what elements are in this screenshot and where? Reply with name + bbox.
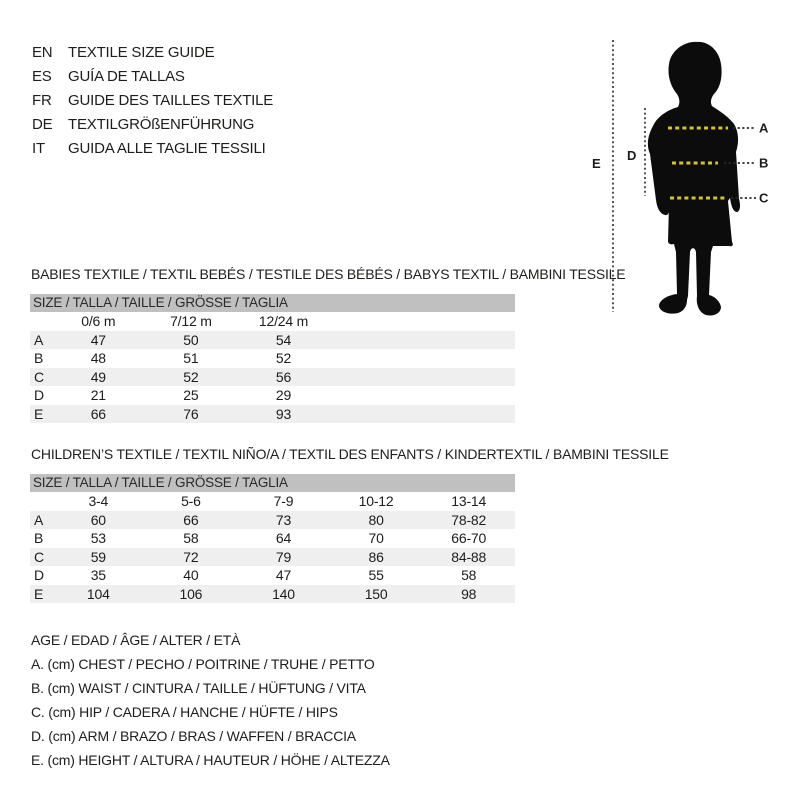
table-row [30,529,515,548]
column-header-cell: 5-6 [181,493,201,510]
table-cell: 58 [461,567,477,584]
table-cell: 29 [275,387,292,404]
language-code: DE [32,116,53,134]
table-cell: 54 [275,331,292,348]
table-cell: 70 [368,530,384,547]
table-row [30,511,515,530]
table-row [30,566,515,585]
table-row [30,585,515,604]
table-cell: 40 [183,567,199,584]
row-label-cell: C [34,368,44,385]
table-cell: 104 [86,585,110,602]
babies-size-table [30,265,626,425]
table-cell: 49 [90,368,106,385]
table-cell: 51 [183,350,199,367]
table-row [30,548,515,567]
table-cell: 98 [461,585,477,602]
table-cell: 140 [272,585,295,602]
row-label-cell: B [34,350,44,367]
column-header-cell: 7/12 m [170,313,212,330]
legend-line: AGE / EDAD / ÂGE / ALTER / ETÀ [31,632,241,648]
table-cell: 66-70 [451,530,487,547]
table-cell: 106 [179,585,203,602]
table-cell: 52 [183,368,199,385]
table-cell: 47 [90,331,106,348]
legend-line: C. (cm) HIP / CADERA / HANCHE / HÜFTE / HIPS [31,704,338,720]
table-cell: 50 [183,331,199,348]
table-cell: 35 [90,567,106,584]
table-cell: 80 [368,511,384,528]
table-row [30,349,515,368]
language-label: GUIDE DES TAILLES TEXTILE [68,91,274,109]
child-silhouette [648,42,740,316]
table-cell: 86 [368,548,384,565]
legend-line: E. (cm) HEIGHT / ALTURA / HAUTEUR / HÖHE / ALTEZZA [31,752,390,768]
row-label-cell: D [34,387,44,404]
label-arm: D [627,148,637,163]
table-cell: 78-82 [451,511,487,528]
table-row [30,492,515,511]
table-row [30,405,515,424]
children-table-header-bar: SIZE / TALLA / TAILLE / GRÖSSE / TAGLIA [30,474,515,492]
language-label: TEXTILGRÖßENFÜHRUNG [68,116,255,134]
legend-line: B. (cm) WAIST / CINTURA / TAILLE / HÜFTUNG / VITA [31,680,366,696]
row-label-cell: E [34,405,44,422]
babies-table-title: BABIES TEXTILE / TEXTIL BEBÉS / TESTILE DES BÉBÉS / BABYS TEXTIL / BAMBINI TESSILE [31,266,626,282]
label-chest: A [759,120,769,136]
table-row [30,312,515,331]
language-code: EN [32,43,53,61]
language-row [32,64,273,88]
table-cell: 47 [275,567,292,584]
table-cell: 84-88 [451,548,487,565]
row-label-cell: B [34,530,44,547]
language-label: GUIDA ALLE TAGLIE TESSILI [68,140,266,158]
table-cell: 66 [183,511,199,528]
table-cell: 60 [90,511,106,528]
table-cell: 64 [275,530,292,547]
table-cell: 73 [275,511,292,528]
label-height: E [592,156,601,171]
column-header-cell: 13-14 [451,493,487,510]
table-cell: 52 [275,350,292,367]
language-row [32,113,273,137]
table-row [30,386,515,405]
table-cell: 72 [183,548,199,565]
language-code: ES [32,67,52,85]
table-cell: 25 [183,387,199,404]
table-row [30,331,515,350]
table-cell: 76 [183,405,199,422]
column-header-cell: 3-4 [88,493,109,510]
column-header-cell: 0/6 m [81,313,116,330]
row-label-cell: D [34,567,44,584]
language-code: IT [32,140,45,158]
language-label: GUÍA DE TALLAS [68,67,185,85]
row-label-cell: A [34,511,44,528]
children-table-grid [30,492,515,603]
column-header-cell: 10-12 [358,493,394,510]
column-header-cell: 7-9 [273,493,294,510]
row-label-cell: A [34,331,44,348]
label-hip: C [759,190,769,206]
language-row [32,88,273,112]
table-cell: 48 [90,350,106,367]
table-cell: 21 [90,387,106,404]
legend-line: A. (cm) CHEST / PECHO / POITRINE / TRUHE / PETTO [31,656,375,672]
language-label: TEXTILE SIZE GUIDE [68,43,215,61]
language-title-block [32,40,273,161]
table-cell: 59 [90,548,106,565]
table-cell: 150 [364,585,388,602]
table-cell: 66 [90,405,106,422]
table-cell: 55 [368,567,384,584]
table-cell: 58 [183,530,199,547]
measurement-legend [31,628,390,772]
children-size-table [30,445,669,605]
table-cell: 53 [90,530,106,547]
children-table-title: CHILDREN’S TEXTILE / TEXTIL NIÑO/A / TEXTIL DES ENFANTS / KINDERTEXTIL / BAMBINI TESSILE [31,446,669,462]
language-row [32,40,273,64]
language-row [32,137,273,161]
row-label-cell: C [34,548,44,565]
table-cell: 79 [275,548,292,565]
legend-line: D. (cm) ARM / BRAZO / BRAS / WAFFEN / BRACCIA [31,728,356,744]
row-label-cell: E [34,585,44,602]
babies-table-header-bar: SIZE / TALLA / TAILLE / GRÖSSE / TAGLIA [30,294,515,312]
table-cell: 56 [275,368,292,385]
table-row [30,368,515,387]
babies-table-grid [30,312,515,423]
language-code: FR [32,91,52,109]
table-cell: 93 [275,405,292,422]
label-waist: B [759,155,769,171]
column-header-cell: 12/24 m [258,313,309,330]
